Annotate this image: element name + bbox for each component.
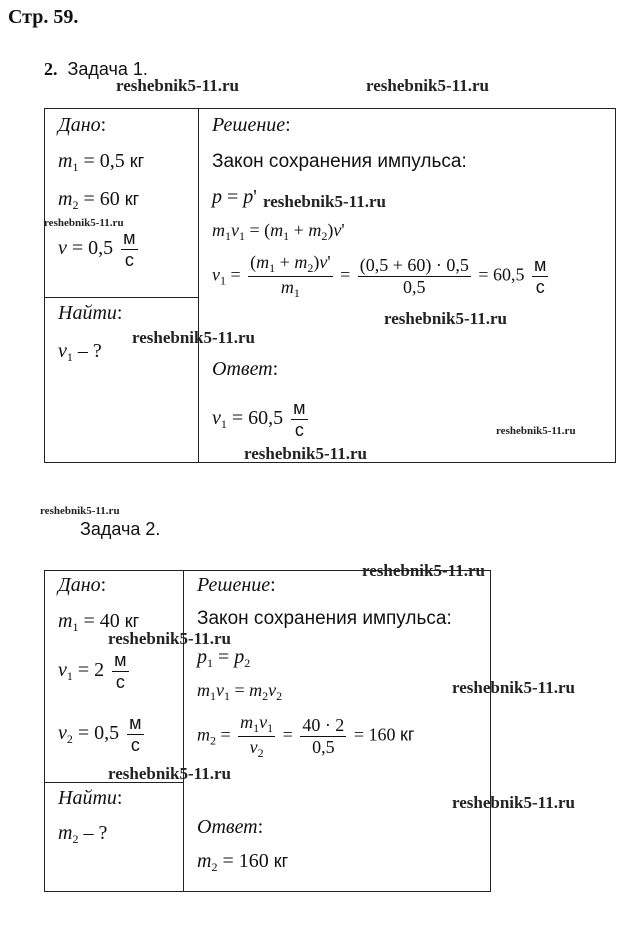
watermark: reshebnik5-11.ru — [362, 561, 485, 580]
watermark: reshebnik5-11.ru — [116, 76, 239, 95]
task1-find-label: Найти: — [58, 302, 123, 324]
task1-law: Закон сохранения импульса: — [212, 151, 467, 172]
task2-find-label: Найти: — [58, 787, 123, 809]
exercise-number: 2. — [44, 59, 58, 79]
task1-divider-horizontal — [44, 297, 199, 298]
task2-eq-result: $m_2$ = $\frac{m_1v_1}{v_2}$ = $\frac{40 \cdot 2}{0,5}$ = 160 кг — [197, 712, 415, 760]
watermark: reshebnik5-11.ru — [452, 793, 575, 812]
watermark: reshebnik5-11.ru — [44, 217, 124, 229]
task2-given-label: Дано: — [58, 574, 107, 596]
task1-eq-result: $v_1$ = $\frac{(m_1 + m_2)v'}{m_1}$ = $\frac{(0,5 + 60) \cdot 0,5}{0,5}$ = 60,5 $\frac{м}{с}$ — [212, 252, 547, 300]
task2-given-v1: $v_1 = 2$ $\frac{м}{с}$ — [58, 650, 127, 692]
task2-find-m2: $m_2$ – ? — [58, 822, 108, 846]
task2-solution-label: Решение: — [197, 574, 276, 596]
task1-eq-expanded: $m_1v_1 = (m_1 + m_2)v'$ — [212, 220, 345, 243]
task2-eq-momentum: $p_1 = p_2$ — [197, 646, 251, 670]
task1-solution-label: Решение: — [212, 114, 291, 136]
task2-given-m1: $m_1 = 40$ кг — [58, 610, 140, 634]
task1-given-label: Дано: — [58, 114, 107, 136]
watermark: reshebnik5-11.ru — [384, 309, 507, 328]
watermark: reshebnik5-11.ru — [366, 76, 489, 95]
task2-answer: $m_2 = 160$ кг — [197, 850, 289, 874]
task1-answer-label: Ответ: — [212, 358, 279, 380]
task1-answer: $v_1 = 60,5$ $\frac{м}{с}$ — [212, 398, 306, 440]
watermark: reshebnik5-11.ru — [108, 764, 231, 783]
task1-given-m2: $m_2 = 60$ кг — [58, 188, 140, 212]
watermark: reshebnik5-11.ru — [263, 192, 386, 211]
task1-divider-vertical — [198, 108, 199, 463]
task2-answer-label: Ответ: — [197, 816, 264, 838]
watermark: reshebnik5-11.ru — [132, 328, 255, 347]
task1-given-m1: $m_1 = 0,5$ кг — [58, 150, 145, 174]
task1-find-v1: $v_1$ – ? — [58, 340, 102, 364]
task2-given-v2: $v_2 = 0,5$ $\frac{м}{с}$ — [58, 713, 142, 755]
watermark: reshebnik5-11.ru — [40, 505, 120, 517]
task2-law: Закон сохранения импульса: — [197, 608, 452, 629]
task2-title: Задача 2. — [80, 519, 161, 539]
task2-divider-vertical — [183, 570, 184, 892]
task1-eq-momentum: p = p' — [212, 186, 257, 208]
watermark: reshebnik5-11.ru — [244, 444, 367, 463]
task2-eq-expanded: $m_1v_1 = m_2v_2$ — [197, 680, 283, 703]
task1-given-v: v = 0,5 $\frac{м}{с}$ — [58, 228, 136, 270]
watermark: reshebnik5-11.ru — [496, 425, 576, 437]
watermark: reshebnik5-11.ru — [452, 678, 575, 697]
watermark: reshebnik5-11.ru — [108, 629, 231, 648]
page-header: Стр. 59. — [8, 6, 79, 28]
task1-title-text: Задача 1. — [67, 59, 148, 79]
